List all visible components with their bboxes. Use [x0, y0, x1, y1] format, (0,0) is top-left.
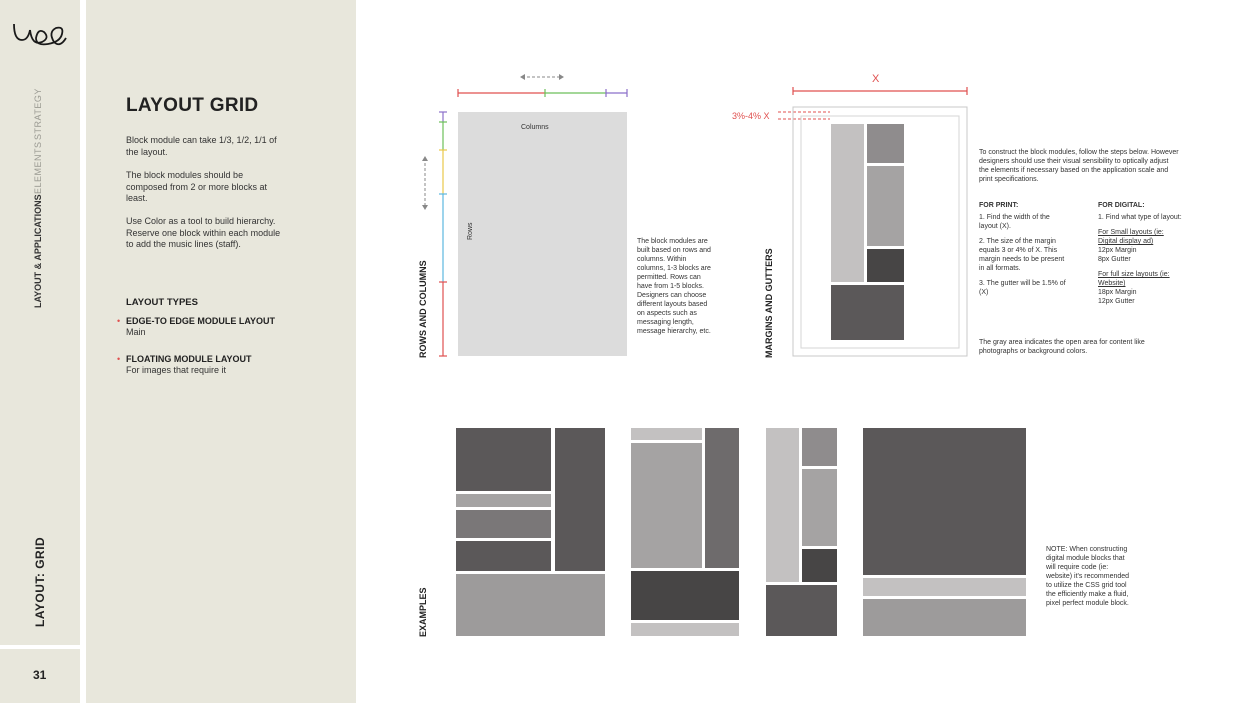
layout-type-desc: For images that require it: [126, 365, 227, 375]
bullet-icon: •: [117, 316, 121, 326]
digital-full-margin: 18px Margin: [1098, 289, 1137, 296]
layout-type-title: EDGE-TO EDGE MODULE LAYOUT: [126, 316, 276, 326]
example-block: [456, 428, 551, 491]
paragraph-block-size: Block module can take 1/3, 1/2, 1/1 of the layout.: [126, 135, 277, 157]
section-title: LAYOUT: GRID: [33, 536, 47, 627]
rows-columns-description: The block modules are built based on rows and columns. Within columns, 1-3 blocks are permitted. Rows can have from 1-5 blocks. Designers can choose different layouts based on aspects such as messaging length, message hierarchy, etc.: [637, 238, 711, 335]
example-block: [631, 428, 702, 440]
examples-note: NOTE: When constructing digital module blocks that will require code (ie: website) it's recommended to utilize the CSS grid tool the efficiently make a fluid, pixel perfect module block.: [1046, 546, 1130, 607]
margins-intro: To construct the block modules, follow the steps below. However designers should use their visual sensibility to optically adjust the elements if necessary based on the application scale and print specifications.: [979, 149, 1179, 183]
margins-gutters-label: MARGINS AND GUTTERS: [764, 248, 774, 358]
digital-small-gutter: 8px Gutter: [1098, 256, 1131, 263]
page-title: LAYOUT GRID: [126, 95, 259, 116]
example-block: [456, 574, 605, 636]
layout-types-heading: LAYOUT TYPES: [126, 297, 198, 308]
example-block: [456, 510, 551, 538]
example-block: [802, 469, 837, 546]
paragraph-block-count: The block modules should be composed from 2 or more blocks at least.: [126, 170, 268, 203]
print-heading: FOR PRINT:: [979, 202, 1019, 209]
example-block: [802, 549, 837, 582]
example-block: [766, 428, 799, 582]
margin-percentage-label: 3%-4% X: [732, 111, 770, 121]
layout-type-title: FLOATING MODULE LAYOUT: [126, 354, 252, 364]
example-block: [863, 599, 1026, 636]
page-number: 31: [33, 668, 47, 682]
layout-type-desc: Main: [126, 327, 146, 337]
digital-full-heading: For full size layouts (ie: Website): [1098, 271, 1170, 287]
bullet-icon: •: [117, 354, 121, 364]
example-block: [766, 585, 837, 636]
digital-instructions: [1098, 201, 1198, 306]
brand-logo-icon: [10, 18, 70, 50]
examples-diagrams: [455, 427, 1030, 639]
digital-small-margin: 12px Margin: [1098, 247, 1137, 254]
rows-columns-label: ROWS AND COLUMNS: [418, 260, 428, 358]
example-block: [631, 571, 739, 620]
layout-type-item: [117, 354, 252, 376]
example-block: [863, 428, 1026, 575]
print-step-1: 1. Find the width of the layout (X).: [979, 214, 1050, 230]
print-step-3: 3. The gutter will be 1.5% of (X): [979, 280, 1066, 296]
nav-layout-applications[interactable]: LAYOUT & APPLICATIONS: [33, 194, 43, 308]
example-block: [456, 541, 551, 571]
digital-step-1: 1. Find what type of layout:: [1098, 214, 1182, 221]
example-block: [631, 623, 739, 636]
margins-gutters-diagram: [770, 85, 980, 360]
nav-strategy[interactable]: STRATEGY: [33, 88, 43, 140]
print-step-2: 2. The size of the margin equals 3 or 4% of X. This margin needs to be present in all formats.: [979, 238, 1065, 272]
example-block: [802, 428, 837, 466]
digital-small-heading: For Small layouts (ie: Digital display ad): [1098, 229, 1164, 245]
digital-heading: FOR DIGITAL:: [1098, 202, 1145, 209]
columns-label: Columns: [521, 124, 549, 131]
example-block: [705, 428, 739, 568]
examples-label: EXAMPLES: [418, 587, 428, 637]
brand-logo[interactable]: [10, 18, 70, 55]
layout-type-item: [117, 316, 276, 338]
digital-full-gutter: 12px Gutter: [1098, 298, 1135, 305]
width-x-label: X: [872, 73, 880, 85]
example-block: [863, 578, 1026, 596]
print-instructions: [979, 201, 1067, 297]
example-block: [555, 428, 605, 571]
rail-divider: [0, 645, 80, 649]
rows-label: Rows: [467, 222, 474, 240]
gray-area-note: The gray area indicates the open area for content like photographs or background colors.: [979, 339, 1145, 355]
paragraph-color-hierarchy: Use Color as a tool to build hierarchy. Reserve one block within each module to add the music lines (staff).: [126, 216, 281, 249]
example-block: [631, 443, 702, 568]
example-block: [456, 494, 551, 507]
nav-elements[interactable]: ELEMENTS: [33, 141, 43, 194]
rows-columns-diagram: [420, 70, 640, 370]
